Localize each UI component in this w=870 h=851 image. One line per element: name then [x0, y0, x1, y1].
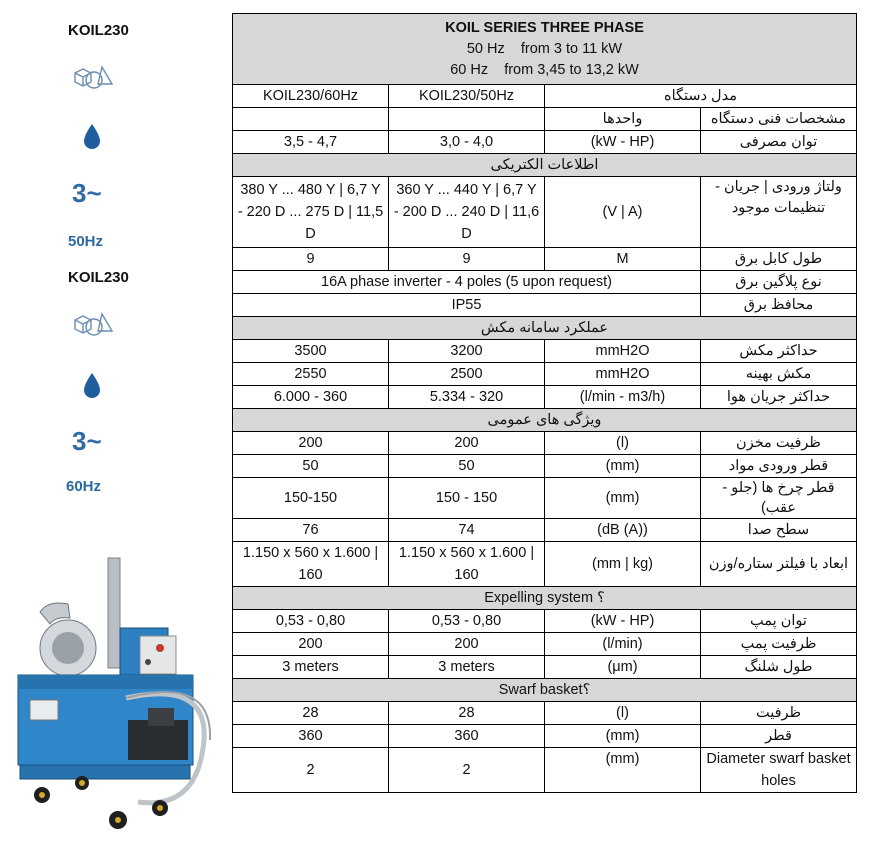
table-row: 28 28 (l) ظرفیت — [233, 702, 857, 725]
table-row: 9 9 M طول کابل برق — [233, 248, 857, 271]
three-phase-label-1: 3~ — [72, 178, 102, 208]
table-row: 150-150 150 - 150 (mm) قطر چرخ ها (جلو - عقب) — [233, 478, 857, 519]
table-title: KOIL SERIES THREE PHASE — [445, 19, 644, 36]
boxes-icon — [72, 62, 116, 94]
table-row: 3,5 - 4,7 3,0 - 4,0 (kW - HP) توان مصرفی — [233, 131, 857, 154]
model-label: مدل دستگاه — [545, 85, 857, 108]
frequency-label-60hz: 60Hz — [66, 478, 102, 495]
table-row: 200 200 (l) ظرفیت مخزن — [233, 432, 857, 455]
table-row: 200 200 (l/min) ظرفیت پمپ — [233, 633, 857, 656]
table-row: 380 Y ... 480 Y | 6,7 Y - 220 D ... 275 D | 11,5 D 360 Y ... 440 Y | 6,7 Y - 200 D ... 240 D | 11,6 D (V | A) ولتاژ ورودی | جریان - تنظیمات موجود — [233, 177, 857, 248]
model-name-50hz: KOIL230 — [68, 22, 129, 39]
table-row: 6.000 - 360 5.334 - 320 (l/min - m3/h) حداکثر جریان هوا — [233, 386, 857, 409]
table-row: 1.150 x 560 x 1.600 | 160 1.150 x 560 x 1.600 | 160 (mm | kg) ابعاد با فیلتر ستاره/وزن — [233, 542, 857, 587]
table-row — [233, 108, 857, 131]
range-50hz: 50 Hz from 3 to 11 kW — [466, 40, 623, 57]
column-header-60hz: KOIL230/60Hz — [233, 85, 389, 108]
table-header — [233, 14, 857, 85]
table-row: 3500 3200 mmH2O حداکثر مکش — [233, 340, 857, 363]
table-row: 50 50 (mm) قطر ورودی مواد — [233, 455, 857, 478]
table-row: 2550 2500 mmH2O مکش بهینه — [233, 363, 857, 386]
spec-label: مشخصات فنی دستگاه — [701, 108, 857, 131]
model-name-60hz: KOIL230 — [68, 269, 129, 286]
table-row: 0,53 - 0,80 0,53 - 0,80 (kW - HP) توان پمپ — [233, 610, 857, 633]
table-row: 360 360 (mm) قطر — [233, 725, 857, 748]
table-row — [233, 85, 857, 108]
section-header: Expelling system ؟ — [233, 587, 857, 610]
frequency-label-50hz: 50Hz — [68, 233, 104, 250]
section-header: ویژگی های عمومی — [233, 409, 857, 432]
section-header: Swarf basket؟ — [233, 679, 857, 702]
boxes-icon — [72, 309, 116, 341]
column-header-50hz: KOIL230/50Hz — [389, 85, 545, 108]
water-drop-icon — [82, 372, 102, 400]
machine-image — [8, 540, 223, 840]
water-drop-icon — [82, 123, 102, 151]
spec-table — [232, 13, 857, 793]
units-label: واحدها — [545, 108, 701, 131]
section-header: اطلاعات الکتریکی — [233, 154, 857, 177]
three-phase-label-2: 3~ — [72, 426, 102, 456]
table-row: 76 74 (dB (A)) سطح صدا — [233, 519, 857, 542]
table-row: IP55 محافظ برق — [233, 294, 857, 317]
table-row: 2 2 (mm) Diameter swarf basket holes — [233, 748, 857, 793]
table-row: 16A phase inverter - 4 poles (5 upon request) نوع پلاگین برق — [233, 271, 857, 294]
sidebar — [0, 0, 232, 851]
range-60hz: 60 Hz from 3,45 to 13,2 kW — [450, 61, 639, 78]
table-row: 3 meters 3 meters (μm) طول شلنگ — [233, 656, 857, 679]
section-header: عملکرد سامانه مکش — [233, 317, 857, 340]
